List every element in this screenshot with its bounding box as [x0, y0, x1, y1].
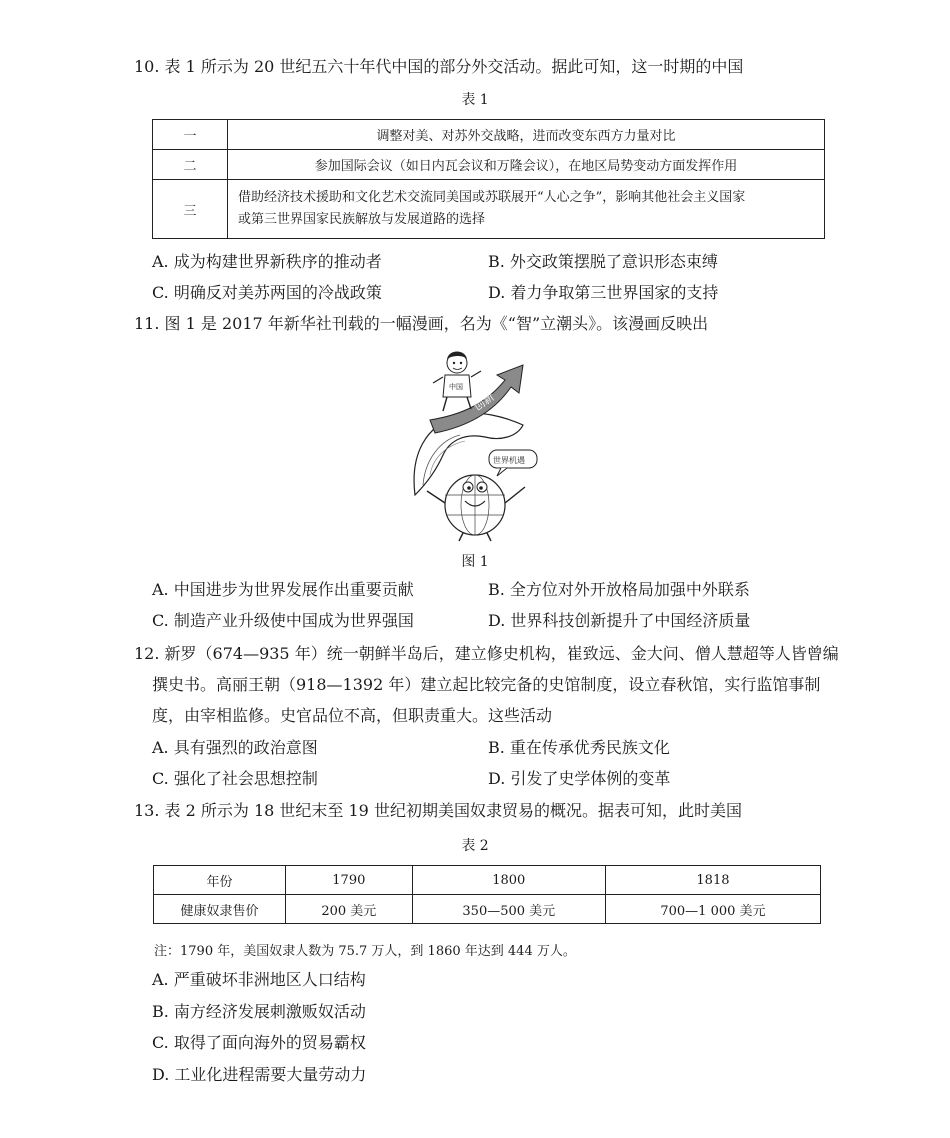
- q10-table-caption: 表 1: [461, 92, 489, 108]
- table-row: [154, 866, 821, 895]
- q13-stem: 13. 表 2 所示为 18 世纪末至 19 世纪初期美国奴隶贸易的概况。据表可知，此时美国: [134, 801, 742, 820]
- q12-option-b[interactable]: B. 重在传承优秀民族文化: [488, 738, 670, 757]
- q12-option-d[interactable]: D. 引发了史学体例的变革: [488, 769, 671, 788]
- table-cell: 二: [153, 150, 228, 180]
- q11-stem: 11. 图 1 是 2017 年新华社刊载的一幅漫画，名为《“智”立潮头》。该漫画反映出: [134, 314, 709, 333]
- table-row: [153, 120, 825, 150]
- q13-note: 注：1790 年，美国奴隶人数为 75.7 万人，到 1860 年达到 444 万人。: [154, 944, 576, 959]
- q12-option-a[interactable]: A. 具有强烈的政治意图: [152, 738, 318, 757]
- bubble-label: 世界机遇: [493, 456, 525, 465]
- q13-table-caption: 表 2: [461, 838, 489, 854]
- q12-stem-line-2: 撰史书。高丽王朝（918—1392 年）建立起比较完备的史馆制度，设立春秋馆，实行监馆事制: [152, 675, 821, 694]
- table-row: [154, 895, 821, 924]
- table-row: [153, 180, 825, 239]
- q10-option-d[interactable]: D. 着力争取第三世界国家的支持: [488, 283, 719, 302]
- q11-option-a[interactable]: A. 中国进步为世界发展作出重要贡献: [152, 580, 414, 599]
- table-header-cell: 年份: [154, 866, 286, 895]
- table-cell-line: 或第三世界国家民族解放与发展道路的选择: [238, 212, 486, 227]
- table-header-cell: 1790: [286, 866, 413, 895]
- table-cell-line: 借助经济技术援助和文化艺术交流同美国或苏联展开“人心之争”，影响其他社会主义国家: [238, 190, 746, 205]
- q13-option-b[interactable]: B. 南方经济发展刺激贩奴活动: [152, 1002, 366, 1021]
- q10-table: [152, 119, 825, 239]
- table-cell: 调整对美、对苏外交战略，进而改变东西方力量对比: [228, 120, 825, 150]
- table-header-cell: 1800: [412, 866, 605, 895]
- q10-stem: 10. 表 1 所示为 20 世纪五六十年代中国的部分外交活动。据此可知，这一时期的中国: [134, 57, 744, 76]
- shirt-label: 中国: [449, 383, 463, 391]
- q12-stem-line-3: 度，由宰相监修。史官品位不高，但职责重大。这些活动: [152, 706, 553, 725]
- table-row: [153, 150, 825, 180]
- table-cell: 700—1 000 美元: [605, 895, 820, 924]
- table-cell: 一: [153, 120, 228, 150]
- q12-stem-line-1: 12. 新罗（674—935 年）统一朝鲜半岛后，建立修史机构，崔致远、金大问、僧人慧超等人皆曾编: [134, 644, 839, 663]
- cartoon-illustration: [405, 345, 555, 545]
- q11-option-c[interactable]: C. 制造产业升级使中国成为世界强国: [152, 611, 414, 630]
- q13-option-a[interactable]: A. 严重破坏非洲地区人口结构: [152, 970, 366, 989]
- q11-option-b[interactable]: B. 全方位对外开放格局加强中外联系: [488, 580, 750, 599]
- q13-option-d[interactable]: D. 工业化进程需要大量劳动力: [152, 1065, 367, 1084]
- table-header-cell: 1818: [605, 866, 820, 895]
- table-cell: 200 美元: [286, 895, 413, 924]
- table-cell: 三: [153, 180, 228, 239]
- q11-option-d[interactable]: D. 世界科技创新提升了中国经济质量: [488, 611, 751, 630]
- table-cell: 健康奴隶售价: [154, 895, 286, 924]
- q10-option-a[interactable]: A. 成为构建世界新秩序的推动者: [152, 252, 382, 271]
- table-cell: 350—500 美元: [412, 895, 605, 924]
- table-cell: 参加国际会议（如日内瓦会议和万隆会议），在地区局势变动方面发挥作用: [228, 150, 825, 180]
- arrow-label: 创新: [471, 390, 497, 414]
- table-cell: [228, 180, 825, 239]
- q10-option-b[interactable]: B. 外交政策摆脱了意识形态束缚: [488, 252, 718, 271]
- q13-option-c[interactable]: C. 取得了面向海外的贸易霸权: [152, 1033, 366, 1052]
- q10-option-c[interactable]: C. 明确反对美苏两国的冷战政策: [152, 283, 382, 302]
- q13-table: [153, 865, 821, 924]
- q12-option-c[interactable]: C. 强化了社会思想控制: [152, 769, 318, 788]
- q11-figure-caption: 图 1: [461, 554, 489, 570]
